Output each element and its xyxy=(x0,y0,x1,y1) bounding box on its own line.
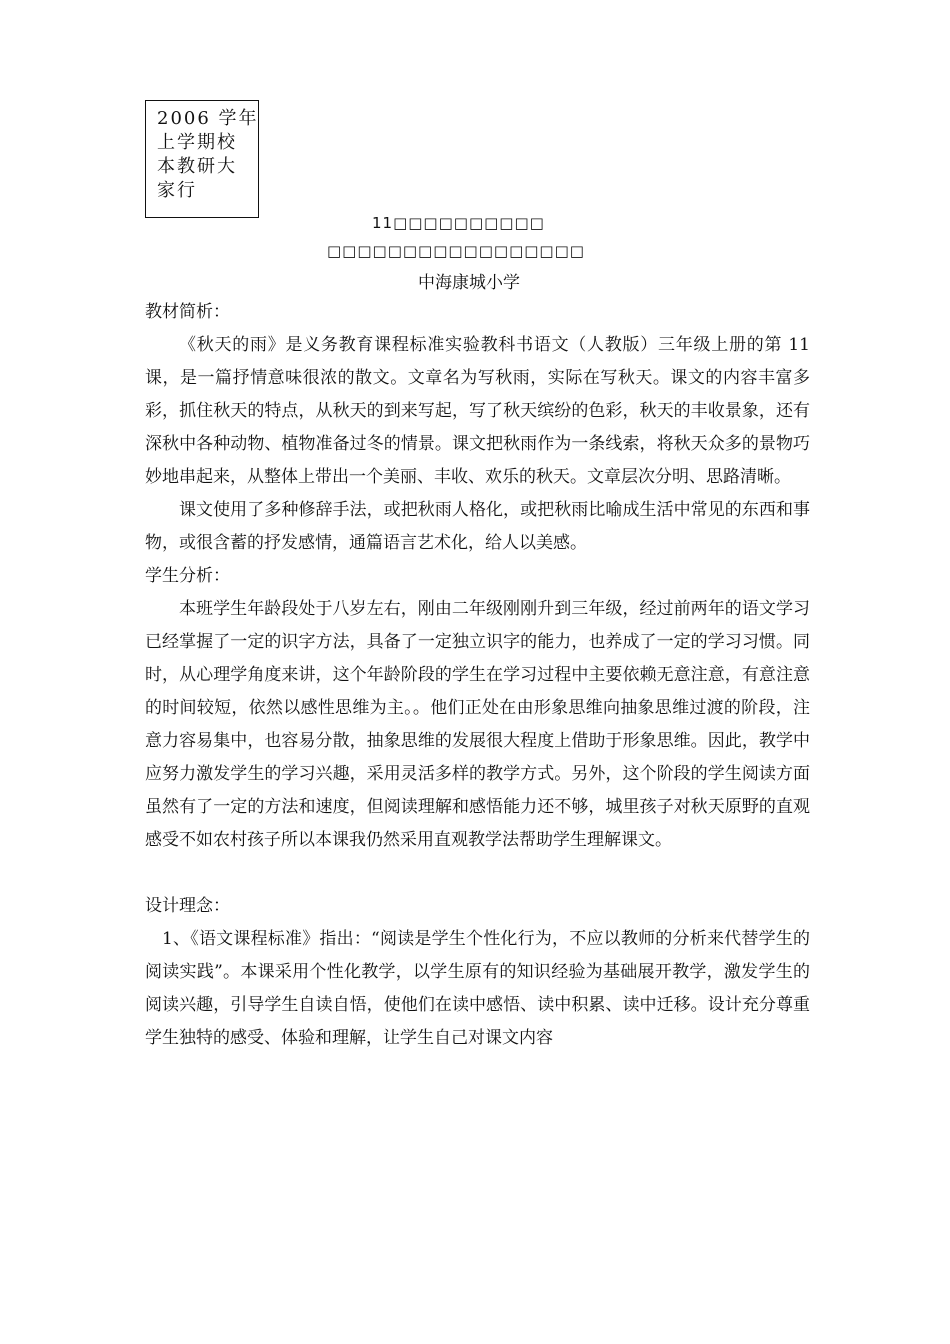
school-name: 中海康城小学 xyxy=(418,273,520,293)
section-heading-material: 教材简析： xyxy=(145,302,230,322)
lesson-title: 11□□□□□□□□□□ xyxy=(372,214,545,232)
stamp-line: 上学期校 xyxy=(157,132,237,153)
paragraph: 《秋天的雨》是义务教育课程标准实验教科书语文（人教版）三年级上册的第 11 课，是一篇抒情意味很浓的散文。文章名为写秋雨，实际在写秋天。课文的内容丰富多彩，抓住秋天的特点，从秋天的到来写起，写了秋天缤纷的色彩，秋天的丰收景象，还有深秋中各种动物、植物准备过冬的情景。课文把秋雨作为一条线索，将秋天众多的景物巧妙地串起来，从整体上带出一个美丽、丰收、欢乐的秋天。文章层次分明、思路清晰。 xyxy=(145,335,810,487)
paragraph: 1、《语文课程标准》指出：“阅读是学生个性化行为，不应以教师的分析来代替学生的阅读实践”。本课采用个性化教学，以学生原有的知识经验为基础展开教学，激发学生的阅读兴趣，引导学生自读自悟，使他们在读中感悟、读中积累、读中迁移。设计充分尊重学生独特的感受、体验和理解，让学生自己对课文内容 xyxy=(145,929,810,1048)
document-body xyxy=(145,296,810,1055)
stamp-box xyxy=(145,100,259,218)
section-heading-students: 学生分析： xyxy=(145,566,230,586)
stamp-line: 家行 xyxy=(157,180,197,201)
stamp-line: 2006 学年 xyxy=(157,108,259,129)
spacer xyxy=(145,857,810,890)
paragraph: 课文使用了多种修辞手法，或把秋雨人格化，或把秋雨比喻成生活中常见的东西和事物，或很含蓄的抒发感情，通篇语言艺术化，给人以美感。 xyxy=(145,500,810,553)
section-heading-concept: 设计理念： xyxy=(145,896,230,916)
lesson-subtitle: □□□□□□□□□□□□□□□□□ xyxy=(327,242,585,260)
paragraph: 本班学生年龄段处于八岁左右，刚由二年级刚刚升到三年级，经过前两年的语文学习已经掌握了一定的识字方法，具备了一定独立识字的能力，也养成了一定的学习习惯。同时，从心理学角度来讲，这个年龄阶段的学生在学习过程中主要依赖无意注意，有意注意的时间较短，依然以感性思维为主。。他们正处在由形象思维向抽象思维过渡的阶段，注意力容易集中，也容易分散，抽象思维的发展很大程度上借助于形象思维。因此，教学中应努力激发学生的学习兴趣，采用灵活多样的教学方式。另外，这个阶段的学生阅读方面虽然有了一定的方法和速度，但阅读理解和感悟能力还不够，城里孩子对秋天原野的直观感受不如农村孩子所以本课我仍然采用直观教学法帮助学生理解课文。 xyxy=(145,599,810,850)
stamp-line: 本教研大 xyxy=(157,156,237,177)
